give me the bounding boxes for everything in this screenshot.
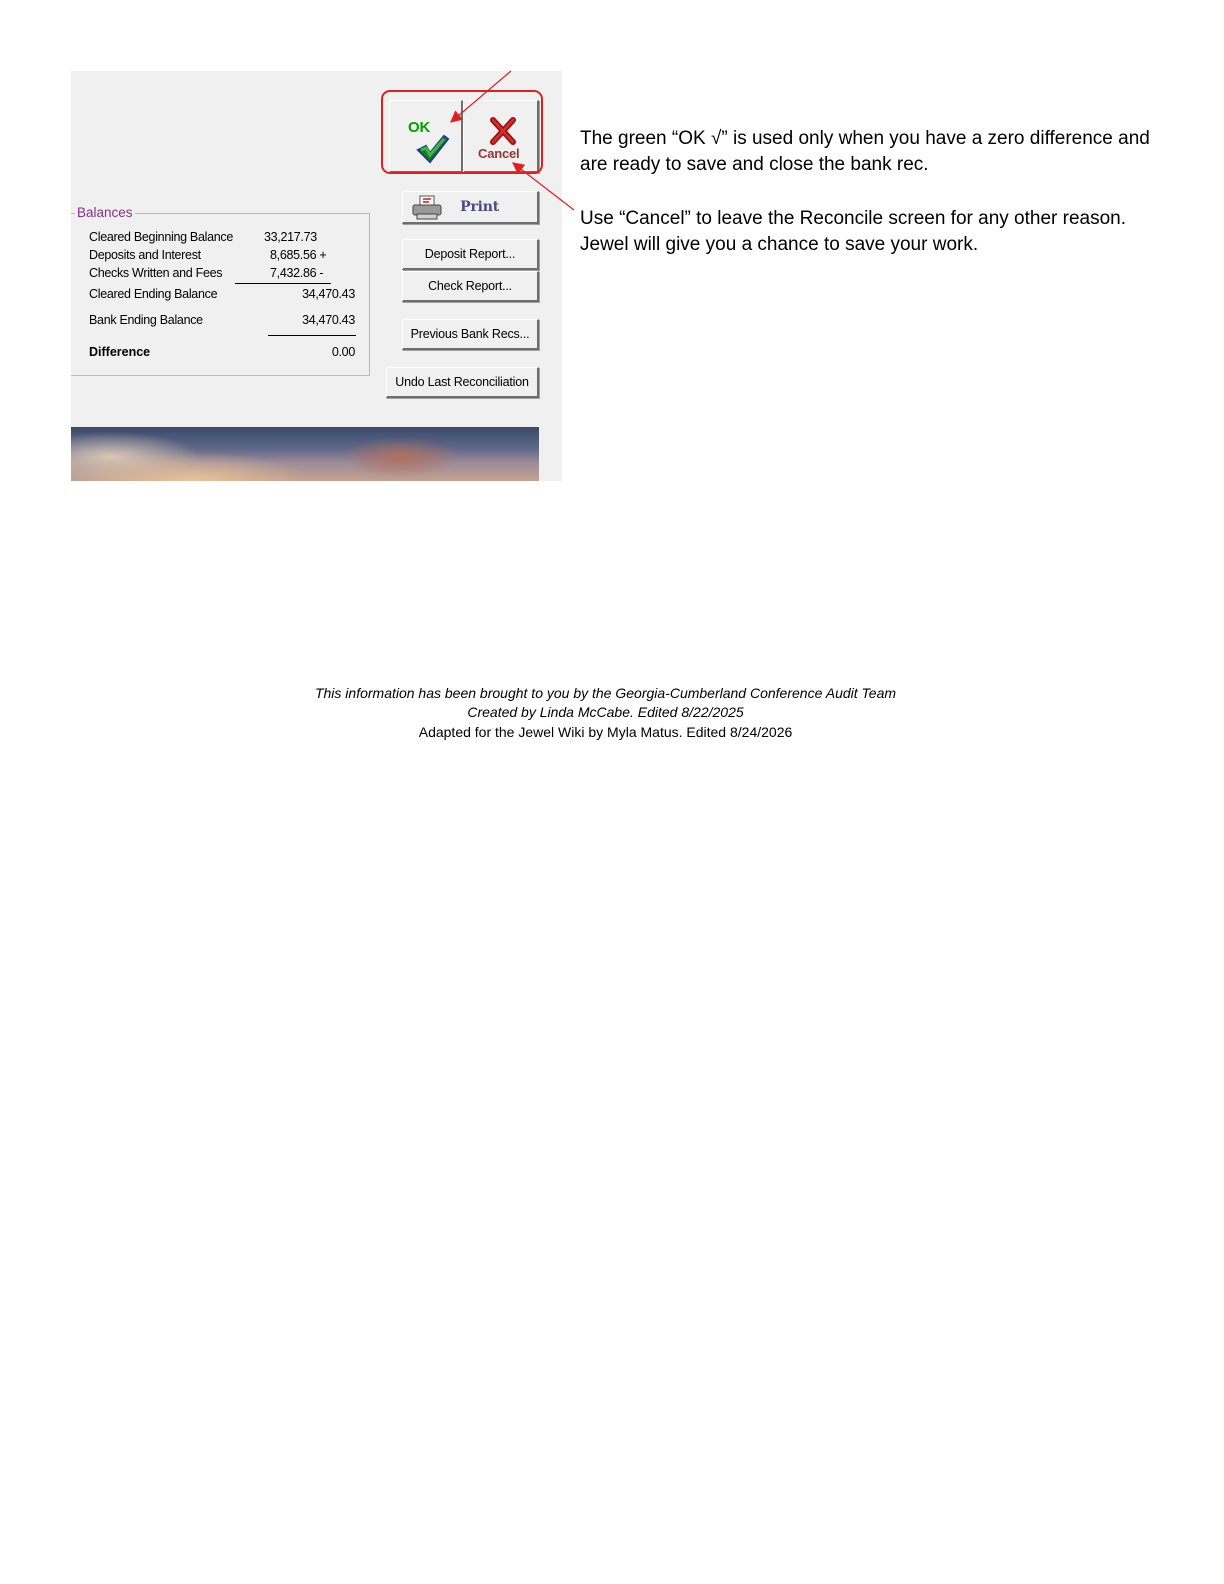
ok-label: OK — [408, 119, 431, 136]
footer-credit: This information has been brought to you by the Georgia-Cumberland Conference Audit Team — [314, 685, 897, 701]
cleared-beginning-balance-value: 33,217.73 — [264, 230, 317, 244]
check-report-button[interactable]: Check Report... — [402, 271, 539, 302]
subtotal-rule — [235, 283, 331, 284]
ok-note: The green “OK √” is used only when you have a zero difference and are ready to save and close the bank rec. — [580, 128, 1150, 175]
deposit-report-button[interactable]: Deposit Report... — [402, 239, 539, 270]
footer-adapted: Adapted for the Jewel Wiki by Myla Matus. Edited 8/24/2026 — [418, 724, 793, 740]
deposits-and-interest-value: 8,685.56 + — [270, 248, 327, 262]
cleared-beginning-balance-label: Cleared Beginning Balance — [89, 230, 233, 244]
balances-group — [71, 205, 370, 376]
print-label: Print — [460, 199, 499, 215]
bank-ending-balance-label: Bank Ending Balance — [89, 313, 203, 327]
checks-written-and-fees-value: 7,432.86 - — [270, 266, 324, 280]
cancel-note: Use “Cancel” to leave the Reconcile screen for any other reason. Jewel will give you a chance to save your work. — [580, 208, 1126, 255]
cleared-ending-balance-value: 34,470.43 — [302, 287, 355, 301]
print-button[interactable] — [402, 191, 539, 224]
difference-rule — [268, 335, 356, 336]
printer-icon — [411, 195, 443, 221]
balances-title: Balances — [77, 205, 133, 220]
undo-last-reconciliation-button[interactable]: Undo Last Reconciliation — [386, 367, 539, 398]
checks-written-and-fees-label: Checks Written and Fees — [89, 266, 223, 280]
footer-author: Created by Linda McCabe. Edited 8/22/2025 — [467, 704, 744, 720]
difference-value: 0.00 — [331, 345, 355, 359]
cancel-label: Cancel — [478, 146, 520, 161]
sunset-photo — [71, 427, 539, 481]
deposits-and-interest-label: Deposits and Interest — [89, 248, 201, 262]
bank-ending-balance-value: 34,470.43 — [302, 313, 355, 327]
previous-bank-recs-button[interactable]: Previous Bank Recs... — [402, 319, 539, 350]
difference-label: Difference — [89, 345, 151, 359]
ok-cancel-highlight — [381, 90, 543, 174]
cleared-ending-balance-label: Cleared Ending Balance — [89, 287, 218, 301]
